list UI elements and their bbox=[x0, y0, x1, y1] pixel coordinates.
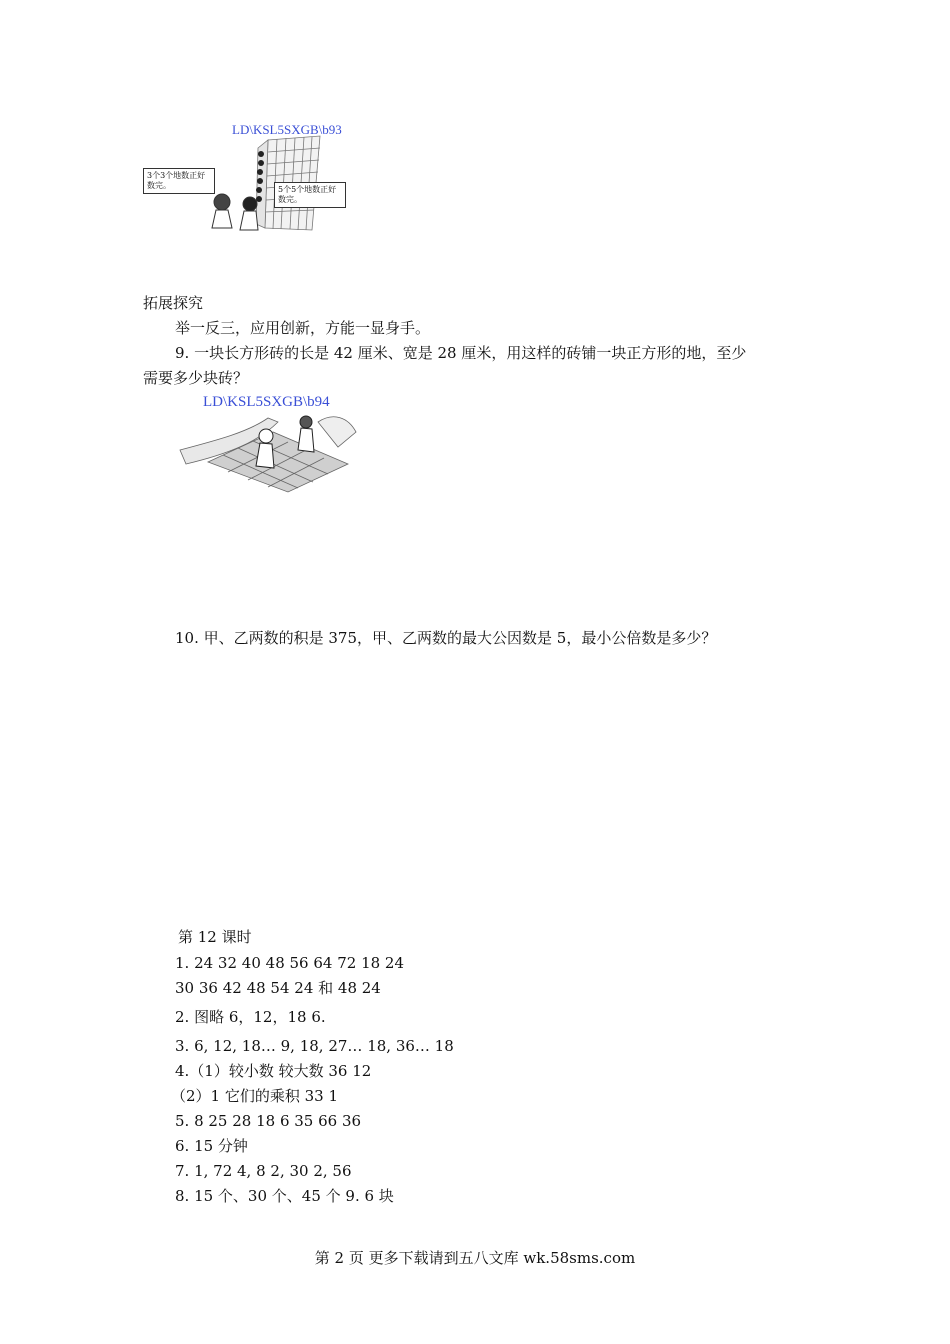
answer-line: 2. 图略 6，12，18 6. bbox=[175, 1008, 326, 1026]
answer-line: 6. 15 分钟 bbox=[175, 1137, 248, 1155]
page-footer: 第 2 页 更多下载请到五八文库 wk.58sms.com bbox=[314, 1249, 636, 1267]
answer-line: 1. 24 32 40 48 56 64 72 18 24 bbox=[175, 954, 405, 972]
answer-line: 30 36 42 48 54 24 和 48 24 bbox=[175, 979, 381, 997]
speech-bubble-left: 3个3个地数正好数完。 bbox=[143, 168, 215, 194]
answer-line: 7. 1, 72 4, 8 2, 30 2, 56 bbox=[175, 1162, 352, 1180]
figure-b94 bbox=[178, 392, 358, 494]
speech-bubble-right: 5个5个地数正好数完。 bbox=[274, 182, 346, 208]
question-9-line1: 9. 一块长方形砖的长是 42 厘米、宽是 28 厘米，用这样的砖铺一块正方形的地，至少 bbox=[175, 344, 747, 362]
tiling-illustration bbox=[178, 392, 358, 494]
figure-b93 bbox=[140, 120, 350, 235]
answer-line: 4.（1）较小数 较大数 36 12 bbox=[175, 1062, 372, 1080]
figure-code: LD\KSL5SXGB\b93 bbox=[232, 122, 342, 137]
section-title: 拓展探究 bbox=[143, 294, 204, 312]
answer-line: 3. 6, 12, 18… 9, 18, 27… 18, 36… 18 bbox=[175, 1037, 454, 1055]
question-9-line2: 需要多少块砖？ bbox=[143, 369, 249, 387]
question-10: 10. 甲、乙两数的积是 375，甲、乙两数的最大公因数是 5，最小公倍数是多少？ bbox=[175, 629, 717, 647]
section-intro: 举一反三，应用创新，方能一显身手。 bbox=[175, 319, 431, 337]
answer-line: 8. 15 个、30 个、45 个 9. 6 块 bbox=[175, 1187, 394, 1205]
answers-title: 第 12 课时 bbox=[178, 928, 252, 946]
figure-code: LD\KSL5SXGB\b94 bbox=[203, 394, 330, 410]
answer-line: 5. 8 25 28 18 6 35 66 36 bbox=[175, 1112, 362, 1130]
answer-line: （2）1 它们的乘积 33 1 bbox=[171, 1087, 339, 1105]
